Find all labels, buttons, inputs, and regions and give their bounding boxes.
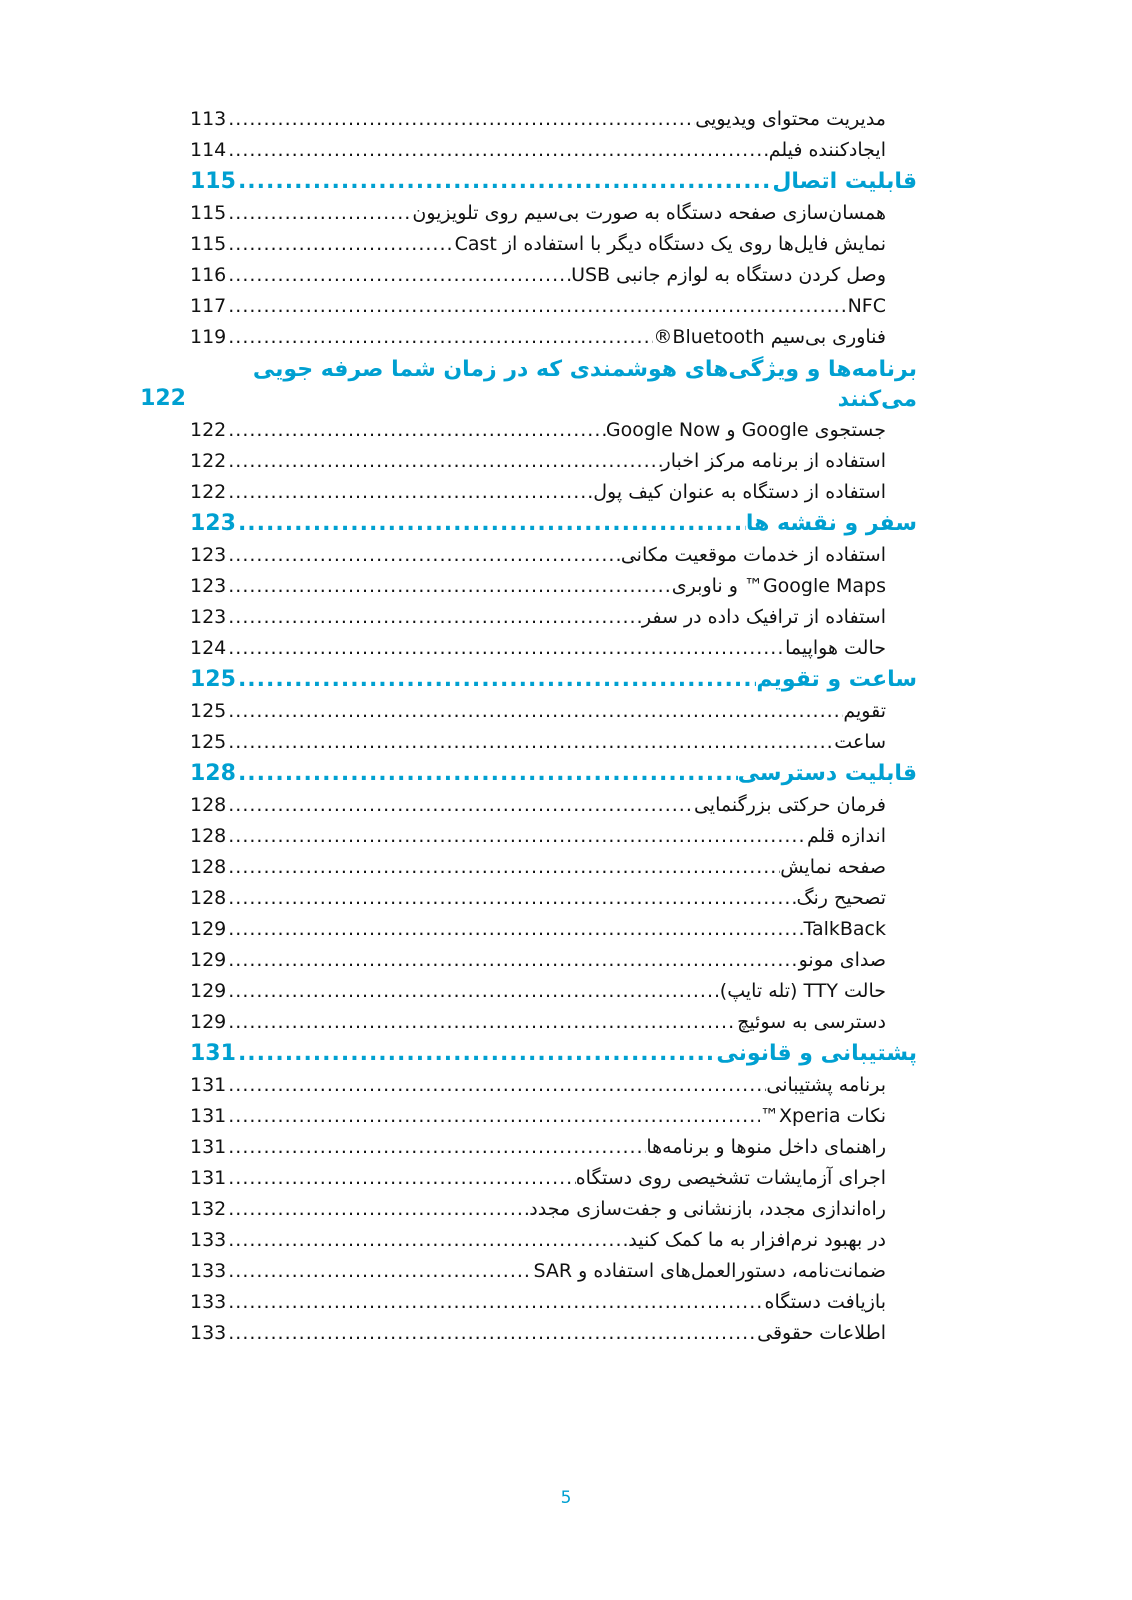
toc-entry[interactable] (190, 727, 886, 758)
toc-page-number: 125 (190, 731, 227, 753)
toc-entry[interactable] (190, 135, 886, 166)
toc-page-number: 129 (190, 1011, 227, 1033)
toc-entry-title: نکات Xperia™ (760, 1105, 886, 1127)
leader-dots (226, 291, 847, 322)
toc-section-title: سفر و نقشه ها (745, 511, 917, 536)
toc-entry-title: جستجوی Google و Google Now (605, 419, 886, 441)
toc-entry-title: فناوری بی‌سیم Bluetooth® (653, 326, 886, 348)
toc-entry-title: NFC (847, 295, 886, 317)
toc-entry[interactable] (190, 1132, 886, 1163)
leader-dots (226, 1225, 628, 1256)
toc-entry[interactable] (190, 571, 886, 602)
leader-dots (226, 1318, 757, 1349)
leader-dots (226, 260, 571, 291)
toc-entry-title: حالت TTY (تله تایپ) (719, 980, 886, 1002)
toc-entry[interactable] (190, 446, 886, 477)
leader-dots (226, 1101, 760, 1132)
toc-page-number: 122 (140, 386, 186, 411)
toc-page-number: 129 (190, 949, 227, 971)
leader-dots (226, 322, 653, 353)
toc-entry[interactable] (190, 540, 886, 571)
toc-page-number: 128 (190, 825, 227, 847)
toc-page-number: 125 (190, 700, 227, 722)
leader-dots (226, 883, 796, 914)
toc-entry-title: تصحیح رنگ (796, 887, 886, 909)
page-number: 5 (560, 1488, 572, 1508)
toc-page-number: 114 (190, 139, 227, 161)
toc-entry[interactable] (190, 1070, 886, 1101)
toc-section-title: ساعت و تقویم (756, 667, 917, 692)
leader-dots (226, 945, 798, 976)
toc-section-title: برنامه‌ها و ویژگی‌های هوشمندی که در زمان شما صرفه جویی می‌کنند (252, 357, 917, 412)
toc-entry[interactable] (190, 790, 886, 821)
toc-entry[interactable] (190, 883, 886, 914)
toc-section[interactable] (190, 508, 917, 540)
leader-dots (226, 852, 780, 883)
leader-dots (236, 166, 772, 198)
toc-page-number: 133 (190, 1260, 227, 1282)
toc-entry-title: در بهبود نرم‌افزار به ما کمک کنید (628, 1229, 886, 1251)
leader-dots (226, 696, 843, 727)
toc-section[interactable] (140, 353, 917, 415)
leader-dots (226, 540, 621, 571)
toc-entry-title: نمایش فایل‌ها روی یک دستگاه دیگر با استفاده از Cast (454, 233, 886, 255)
toc-entry-title: ساعت (834, 731, 886, 753)
leader-dots (226, 1256, 533, 1287)
toc-entry[interactable] (190, 1194, 886, 1225)
toc-entry[interactable] (190, 229, 886, 260)
leader-dots (226, 790, 694, 821)
toc-entry[interactable] (190, 976, 886, 1007)
toc-entry-title: TalkBack (803, 918, 886, 940)
toc-entry-title: صدای مونو (798, 949, 886, 971)
toc-page-number: 123 (190, 511, 236, 536)
toc-entry[interactable] (190, 1287, 886, 1318)
toc-entry[interactable] (190, 914, 886, 945)
toc-page-number: 131 (190, 1105, 227, 1127)
leader-dots (226, 415, 606, 446)
toc-entry-title: ایجادکننده فیلم (768, 139, 886, 161)
toc-entry[interactable] (190, 198, 886, 229)
toc-entry[interactable] (190, 104, 886, 135)
leader-dots (226, 633, 785, 664)
table-of-contents (140, 104, 917, 1349)
toc-entry-title: راه‌اندازی مجدد، بازنشانی و جفت‌سازی مجدد (529, 1198, 886, 1220)
leader-dots (226, 1194, 529, 1225)
toc-page-number: 128 (190, 761, 236, 786)
toc-entry-title: اندازه قلم (806, 825, 886, 847)
toc-page-number: 131 (190, 1041, 236, 1066)
leader-dots (226, 198, 412, 229)
toc-entry[interactable] (190, 1007, 886, 1038)
toc-page-number: 129 (190, 918, 227, 940)
toc-entry[interactable] (190, 1225, 886, 1256)
leader-dots (236, 664, 756, 696)
toc-page-number: 123 (190, 544, 227, 566)
toc-page-number: 115 (190, 202, 227, 224)
toc-page-number: 128 (190, 856, 227, 878)
toc-page-number: 117 (190, 295, 227, 317)
toc-entry-title: برنامه پشتیبانی (766, 1074, 886, 1096)
toc-entry-title: ضمانت‌نامه، دستورالعمل‌های استفاده و SAR (533, 1260, 886, 1282)
toc-entry-title: استفاده از ترافیک داده در سفر (641, 606, 886, 628)
toc-page-number: 116 (190, 264, 227, 286)
toc-entry-title: دسترسی به سوئیچ (737, 1011, 886, 1033)
leader-dots (226, 1070, 766, 1101)
leader-dots (226, 1007, 737, 1038)
toc-page-number: 129 (190, 980, 227, 1002)
leader-dots (226, 602, 642, 633)
toc-page-number: 122 (190, 419, 227, 441)
toc-section[interactable] (190, 758, 917, 790)
toc-section-title: پشتیبانی و قانونی (716, 1041, 917, 1066)
toc-section-title: قابلیت دسترسی (737, 761, 917, 786)
toc-entry-title: فرمان حرکتی بزرگنمایی (693, 794, 886, 816)
toc-entry[interactable] (190, 821, 886, 852)
toc-section[interactable] (190, 1038, 917, 1070)
toc-page-number: 113 (190, 108, 227, 130)
leader-dots (226, 135, 768, 166)
toc-entry[interactable] (190, 1163, 886, 1194)
toc-entry-title: اجرای آزمایشات تشخیصی روی دستگاه (575, 1167, 886, 1189)
leader-dots (236, 1038, 716, 1070)
toc-entry[interactable] (190, 696, 886, 727)
leader-dots (236, 758, 738, 790)
leader-dots (226, 446, 661, 477)
toc-entry-title: استفاده از دستگاه به عنوان کیف پول (593, 481, 886, 503)
toc-page-number: 128 (190, 794, 227, 816)
toc-page-number: 128 (190, 887, 227, 909)
toc-entry[interactable] (190, 415, 886, 446)
toc-page-number: 133 (190, 1322, 227, 1344)
toc-entry[interactable] (190, 322, 886, 353)
leader-dots (226, 976, 720, 1007)
toc-page-number: 115 (190, 169, 236, 194)
toc-entry[interactable] (190, 291, 886, 322)
toc-page-number: 131 (190, 1136, 227, 1158)
toc-entry-title: بازیافت دستگاه (764, 1291, 886, 1313)
toc-entry-title: وصل کردن دستگاه به لوازم جانبی USB (571, 264, 886, 286)
toc-page-number: 119 (190, 326, 227, 348)
toc-section-title: قابلیت اتصال (772, 169, 917, 194)
leader-dots (226, 914, 803, 945)
toc-entry-title: تقویم (843, 700, 886, 722)
toc-entry-title: استفاده از برنامه مرکز اخبار (661, 450, 886, 472)
toc-entry[interactable] (190, 477, 886, 508)
toc-entry-title: مدیریت محتوای ویدیویی (695, 108, 886, 130)
toc-entry-title: راهنمای داخل منوها و برنامه‌ها (646, 1136, 886, 1158)
toc-entry[interactable] (190, 1101, 886, 1132)
toc-entry[interactable] (190, 1318, 886, 1349)
toc-page-number: 122 (190, 450, 227, 472)
toc-entry-title: همسان‌سازی صفحه دستگاه به صورت بی‌سیم روی تلویزیون (412, 202, 886, 224)
leader-dots (226, 821, 807, 852)
toc-entry-title: استفاده از خدمات موقعیت مکانی (620, 544, 886, 566)
leader-dots (226, 1163, 575, 1194)
leader-dots (226, 571, 672, 602)
toc-page-number: 133 (190, 1229, 227, 1251)
leader-dots (226, 727, 834, 758)
leader-dots (226, 1132, 646, 1163)
leader-dots (226, 229, 454, 260)
leader-dots (226, 1287, 764, 1318)
toc-page-number: 122 (190, 481, 227, 503)
toc-entry[interactable] (190, 945, 886, 976)
toc-page-number: 123 (190, 575, 227, 597)
toc-page-number: 133 (190, 1291, 227, 1313)
leader-dots (226, 104, 695, 135)
toc-page-number: 124 (190, 637, 227, 659)
toc-entry[interactable] (190, 602, 886, 633)
toc-entry-title: Google Maps™ و ناوبری (671, 575, 886, 597)
toc-page-number: 131 (190, 1167, 227, 1189)
toc-entry[interactable] (190, 1256, 886, 1287)
toc-page-number: 131 (190, 1074, 227, 1096)
toc-entry[interactable] (190, 260, 886, 291)
toc-entry-title: اطلاعات حقوقی (757, 1322, 886, 1344)
toc-section[interactable] (190, 166, 917, 198)
leader-dots (236, 508, 746, 540)
toc-page-number: 123 (190, 606, 227, 628)
toc-page-number: 132 (190, 1198, 227, 1220)
leader-dots (226, 477, 593, 508)
toc-entry-title: صفحه نمایش (780, 856, 886, 878)
toc-page-number: 125 (190, 667, 236, 692)
toc-section[interactable] (190, 664, 917, 696)
toc-entry-title: حالت هواپیما (785, 637, 886, 659)
toc-entry[interactable] (190, 633, 886, 664)
toc-page-number: 115 (190, 233, 227, 255)
toc-entry[interactable] (190, 852, 886, 883)
